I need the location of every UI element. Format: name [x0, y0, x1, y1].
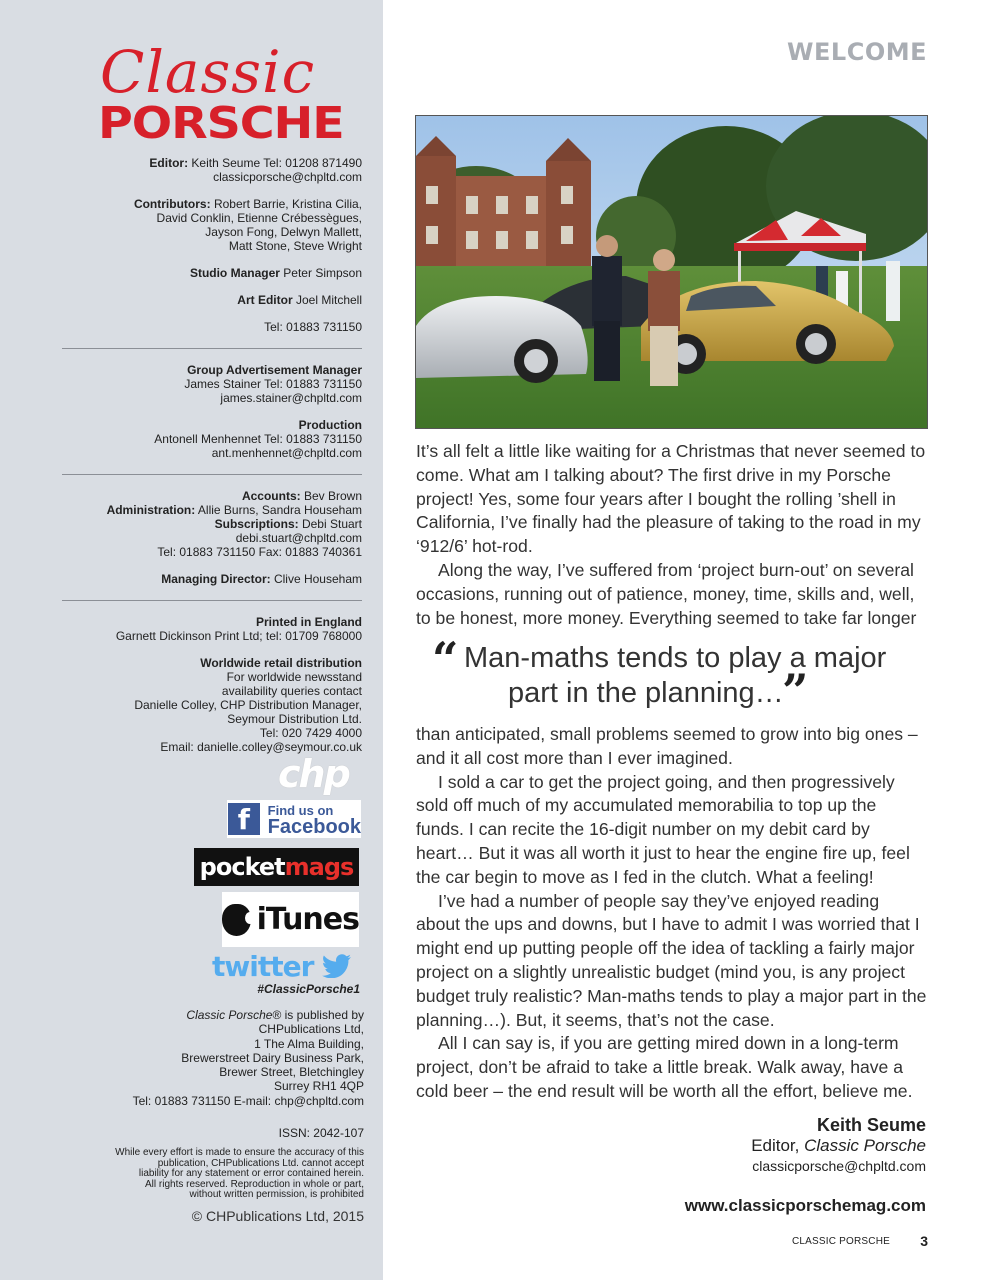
publisher-line: 1 The Alma Building,	[254, 1036, 364, 1051]
contributors-line: David Conklin, Etienne Crébessègues,	[156, 211, 362, 225]
disclaimer-line: liability for any statement or error contained herein.	[138, 1168, 364, 1180]
distribution-email[interactable]: Email: danielle.colley@seymour.co.uk	[160, 740, 362, 754]
twitter-handle[interactable]: #ClassicPorsche1	[257, 982, 360, 996]
twitter-badge[interactable]	[212, 950, 352, 983]
event-photo	[415, 115, 928, 429]
subs-tel: Tel: 01883 731150 Fax: 01883 740361	[157, 545, 362, 559]
logo-block: PORSCHE	[98, 98, 344, 149]
adv-line: James Stainer Tel: 01883 731150	[184, 377, 362, 391]
admin-name: Allie Burns, Sandra Househam	[197, 503, 362, 517]
pull-quote-line2: part in the planning…	[508, 677, 784, 709]
contributors-line: Robert Barrie, Kristina Cilia,	[213, 197, 362, 211]
footer-magazine-name: CLASSIC PORSCHE	[791, 1236, 890, 1247]
article-body-bottom	[416, 723, 928, 1104]
distribution-line: Seymour Distribution Ltd.	[227, 712, 362, 726]
disclaimer-line: publication, CHPublications Ltd. cannot accept	[157, 1157, 364, 1169]
publisher-title: Classic Porsche	[186, 1008, 273, 1022]
pull-quote	[416, 632, 928, 718]
article-paragraph: I’ve had a number of people say they’ve enjoyed reading about the ups and downs, but I have to admit I was worried that I might end up putting people off the idea of tackling a fairly major project on a slightly unrealistic budget (mind you, is any project budget truly realistic? Man-maths tends to play a major part in the planning…). But, it seems, that’s not the case.	[416, 890, 927, 1030]
editor-email[interactable]: classicporsche@chpltd.com	[213, 170, 362, 184]
adv-label: Group Advertisement Manager	[187, 363, 362, 377]
pocketmags-badge[interactable]	[194, 848, 359, 886]
disclaimer-line: without written permission, is prohibited	[189, 1189, 364, 1201]
signature	[600, 1114, 926, 1176]
facebook-badge[interactable]	[227, 800, 361, 838]
subs-label: Subscriptions:	[214, 517, 299, 531]
art-tel: Tel: 01883 731150	[264, 320, 362, 334]
printed-label: Printed in England	[255, 615, 362, 629]
production-label: Production	[298, 418, 362, 432]
article-paragraph: than anticipated, small problems seemed to grow into big ones – and it all cost more than I ever imagined.	[416, 724, 918, 768]
pull-quote-line1: Man-maths tends to play a major	[464, 642, 887, 674]
pocketmags-text-b: mags	[284, 853, 354, 881]
itunes-badge[interactable]	[222, 892, 359, 947]
accounts-name: Bev Brown	[303, 489, 362, 503]
logo-script: Classic	[100, 38, 316, 106]
publisher-title-rest: ® is published by	[272, 1008, 364, 1022]
signature-role-italic: Classic Porsche	[804, 1136, 926, 1155]
disclaimer-line: While every effort is made to ensure the accuracy of this	[115, 1147, 364, 1158]
publisher-line: Brewerstreet Dairy Business Park,	[181, 1050, 364, 1065]
issn: ISSN: 2042-107	[278, 1126, 364, 1140]
distribution-line: Tel: 020 7429 4000	[259, 726, 362, 740]
studio-name: Peter Simpson	[283, 266, 362, 280]
publisher-line: Surrey RH1 4QP	[273, 1079, 364, 1094]
art-label: Art Editor	[237, 293, 293, 307]
editor-text: Keith Seume Tel: 01208 871490	[191, 156, 362, 170]
apple-icon	[222, 904, 251, 936]
signature-role: Editor,	[751, 1136, 800, 1155]
facebook-line1: Find us on	[267, 803, 334, 818]
photo-illustration	[416, 116, 928, 429]
disclaimer-line: All rights reserved. Reproduction in whole or part,	[145, 1178, 364, 1190]
chp-logo: chp	[278, 752, 349, 796]
page-number: 3	[920, 1233, 928, 1249]
divider	[62, 348, 362, 349]
subs-name: Debi Stuart	[301, 517, 362, 531]
publisher-line: Tel: 01883 731150 E-mail: chp@chpltd.com	[132, 1093, 364, 1108]
md-name: Clive Househam	[273, 572, 362, 586]
distribution-line: For worldwide newsstand	[226, 670, 362, 684]
signature-email[interactable]: classicporsche@chpltd.com	[752, 1158, 926, 1174]
art-name: Joel Mitchell	[295, 293, 362, 307]
publisher-line: CHPublications Ltd,	[258, 1022, 364, 1037]
article-paragraph: All I can say is, if you are getting mired down in a long-term project, don’t be afraid to take a little break. Walk away, have a cold beer – the end result will be worth all the effort, believe me.	[416, 1033, 913, 1101]
facebook-line2: Facebook	[267, 816, 361, 838]
twitter-bird-icon	[322, 954, 352, 978]
admin-label: Administration:	[106, 503, 196, 517]
printed-line: Garnett Dickinson Print Ltd; tel: 01709 768000	[115, 629, 362, 643]
twitter-text: twitter	[212, 950, 314, 983]
contributors-line: Matt Stone, Steve Wright	[228, 239, 362, 253]
subs-email[interactable]: debi.stuart@chpltd.com	[235, 531, 362, 545]
open-quote-mark: “	[432, 632, 459, 686]
divider	[62, 474, 362, 475]
article-paragraph: It’s all felt a little like waiting for a Christmas that never seemed to come. What am I talking about? The first drive in my Porsche project! Yes, some four years after I bought the rolling ’shell in California, I’ve finally had the pleasure of taking to the road in my ‘912/6’ hot-rod.	[416, 441, 926, 557]
production-line: Antonell Menhennet Tel: 01883 731150	[154, 432, 362, 446]
article-body-top	[416, 440, 928, 630]
editor-label: Editor:	[149, 156, 189, 170]
copyright: © CHPublications Ltd, 2015	[191, 1208, 364, 1224]
website-link[interactable]: www.classicporschemag.com	[684, 1196, 926, 1215]
masthead-sidebar	[0, 0, 383, 1280]
divider	[62, 600, 362, 601]
publisher-info	[60, 1008, 364, 1108]
contributors-label: Contributors:	[133, 197, 211, 211]
staff-credits	[60, 156, 362, 767]
itunes-text: iTunes	[256, 902, 359, 937]
distribution-label: Worldwide retail distribution	[200, 656, 362, 670]
article-paragraph: Along the way, I’ve suffered from ‘project burn-out’ on several occasions, running out of patience, money, time, skills and, well, to be honest, more money. Everything seemed to take far longer	[416, 559, 917, 628]
section-title: WELCOME	[787, 38, 927, 66]
contributors-line: Jayson Fong, Delwyn Mallett,	[205, 225, 362, 239]
facebook-icon: f	[228, 803, 260, 835]
adv-email[interactable]: james.stainer@chpltd.com	[220, 391, 362, 405]
publisher-line: Brewer Street, Bletchingley	[219, 1065, 364, 1080]
classic-porsche-logo	[96, 38, 362, 149]
distribution-line: availability queries contact	[221, 684, 362, 698]
signature-name: Keith Seume	[816, 1115, 926, 1135]
accounts-label: Accounts:	[241, 489, 301, 503]
production-email[interactable]: ant.menhennet@chpltd.com	[211, 446, 362, 460]
article-paragraph: I sold a car to get the project going, and then progressively sold off much of my accumulated memorabilia to top up the funds. I can recite the 16-digit number on my debit card by heart… But it was all worth it just to hear the engine fire up, feel the car begin to move as I fed in the clutch. What a feeling!	[416, 771, 910, 887]
studio-label: Studio Manager	[189, 266, 280, 280]
disclaimer	[60, 1148, 364, 1201]
distribution-line: Danielle Colley, CHP Distribution Manager,	[134, 698, 362, 712]
md-label: Managing Director:	[161, 572, 271, 586]
pocketmags-text-a: pocket	[199, 853, 285, 881]
close-quote-mark: ”	[782, 664, 809, 718]
